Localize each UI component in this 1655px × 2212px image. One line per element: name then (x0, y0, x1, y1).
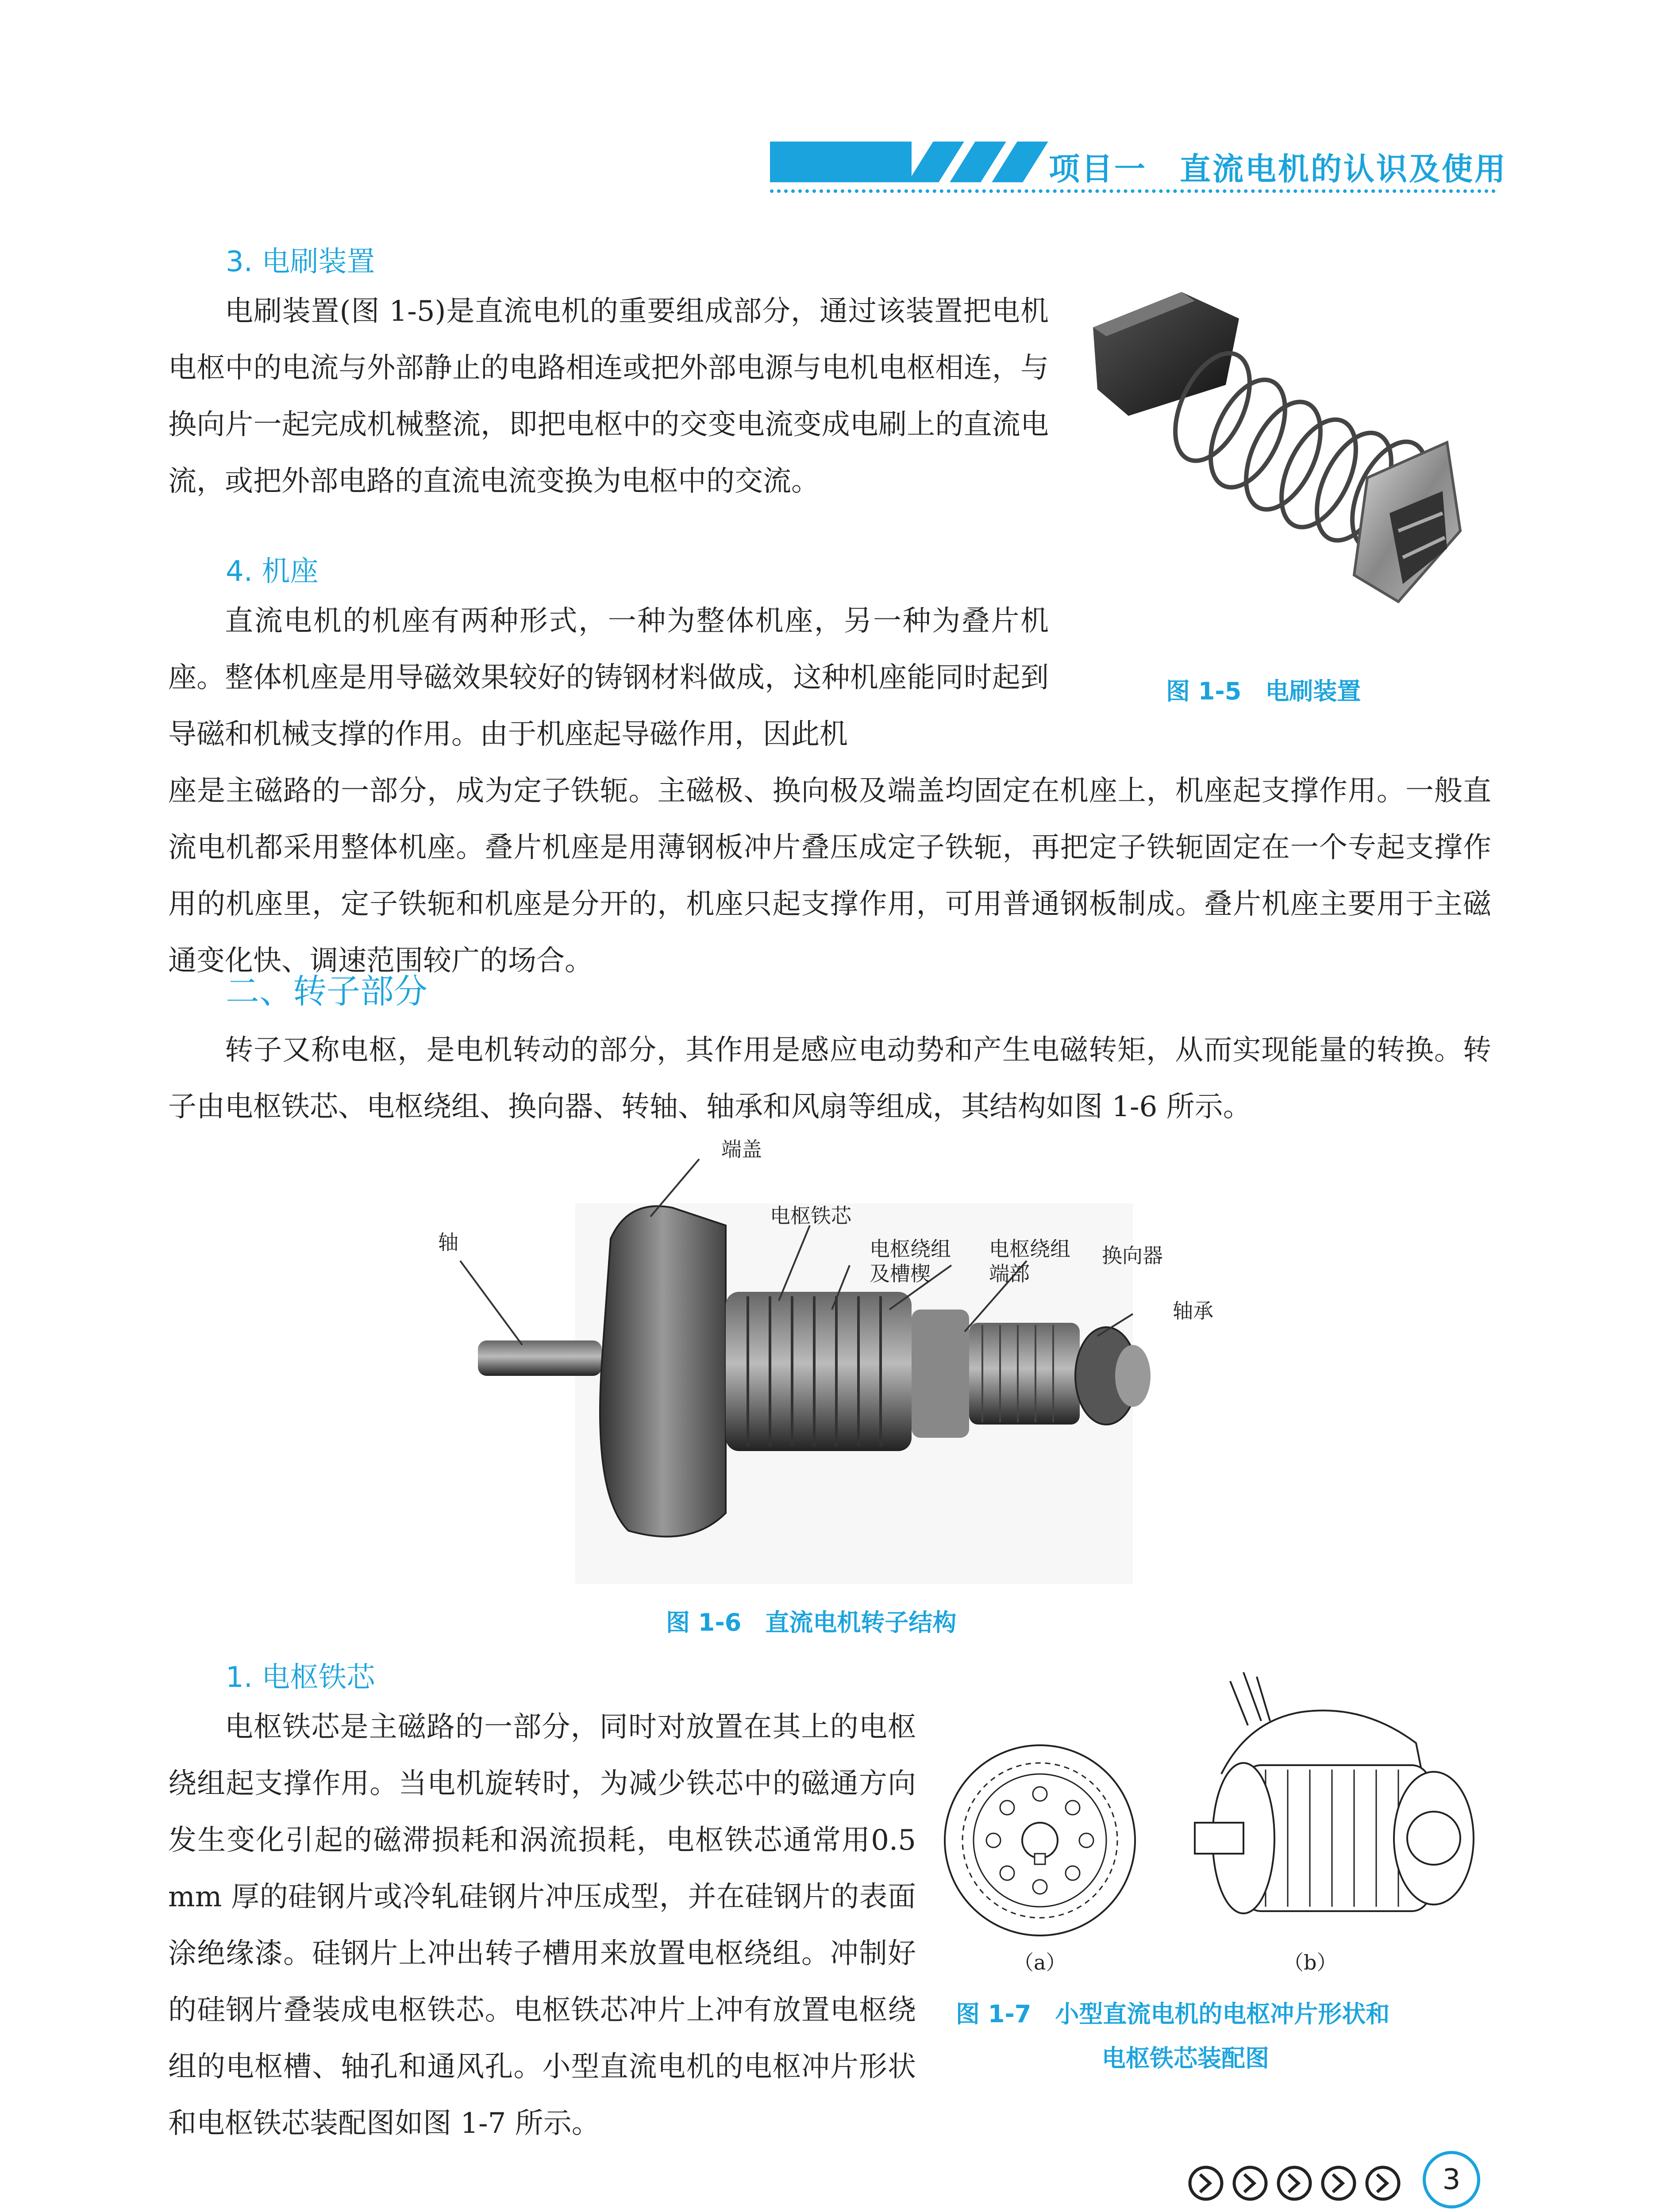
lamination-drawing (945, 1745, 1135, 1936)
heading-core: 1. 电枢铁芯 (226, 1661, 375, 1694)
brush-photo (1080, 283, 1469, 633)
subcaption-b: （b） (1283, 1951, 1337, 1974)
label-bearing: 轴承 (1173, 1299, 1213, 1323)
label-commutator: 换向器 (1102, 1244, 1163, 1267)
label-winding-slot: 电枢绕组 及槽楔 (870, 1237, 951, 1286)
armature-figure (938, 1655, 1496, 1964)
label-armature-core: 电枢铁芯 (770, 1204, 851, 1228)
heading-brush: 3. 电刷装置 (226, 246, 375, 278)
header-divider (770, 189, 1496, 193)
caption-fig-1-6: 图 1-6 直流电机转子结构 (666, 1609, 957, 1636)
label-shaft: 轴 (438, 1230, 458, 1254)
header-bar (770, 142, 912, 182)
armature-assembly-drawing (1195, 1672, 1474, 1913)
caption-fig-1-5: 图 1-5 电刷装置 (1166, 677, 1361, 705)
caption-fig-1-7-line2: 电枢铁芯装配图 (1102, 2044, 1269, 2072)
paragraph-frame-full: 座是主磁路的一部分，成为定子铁轭。主磁极、换向极及端盖均固定在机座上，机座起支撑作用。一般直流电机都采用整体机座。叠片机座是用薄钢板冲片叠压成定子铁轭，再把定子铁轭固定在一个专起支撑作用的机座里，定子铁轭和机座是分开的，机座只起支撑作用，可用普通钢板制成。叠片机座主要用于主磁通变化快、调速范围较广的场合。 (168, 775, 1491, 977)
footer-arrows (1182, 2159, 1412, 2208)
paragraph-frame-wrap: 直流电机的机座有两种形式，一种为整体机座，另一种为叠片机座。整体机座是用导磁效果较好的铸钢材料做成，这种机座能同时起到导磁和机械支撑的作用。由于机座起导磁作用，因此机 (168, 605, 1049, 751)
heading-rotor: 二、转子部分 (226, 972, 427, 1011)
heading-frame: 4. 机座 (226, 555, 319, 588)
page-number: 3 (1423, 2151, 1480, 2208)
label-winding-end: 电枢绕组 端部 (989, 1237, 1070, 1286)
paragraph-brush: 电刷装置(图 1-5)是直流电机的重要组成部分，通过该装置把电机电枢中的电流与外部静止的电路相连或把外部电源与电机电枢相连，与换向片一起完成机械整流，即把电枢中的交变电流变成电刷上的直流电流，或把外部电路的直流电流变换为电枢中的交流。 (168, 295, 1049, 498)
paragraph-core: 电枢铁芯是主磁路的一部分，同时对放置在其上的电枢绕组起支撑作用。当电机旋转时，为减少铁芯中的磁通方向发生变化引起的磁滞损耗和涡流损耗，电枢铁芯通常用0.5 mm 厚的硅钢片或冷轧硅钢片冲压成型，并在硅钢片的表面涂绝缘漆。硅钢片上冲出转子槽用来放置电枢绕组。冲制好的硅钢片叠装成电枢铁芯。电枢铁芯冲片上冲有放置电枢绕组的电枢槽、轴孔和通风孔。小型直流电机的电枢冲片形状和电枢铁芯装配图如图 1-7 所示。 (168, 1711, 916, 2140)
paragraph-rotor: 转子又称电枢，是电机转动的部分，其作用是感应电动势和产生电磁转矩，从而实现能量的转换。转子由电枢铁芯、电枢绕组、换向器、转轴、轴承和风扇等组成，其结构如图 1-6 所示。 (168, 1034, 1491, 1123)
header-title: 项目一 直流电机的认识及使用 (1049, 151, 1507, 187)
rotor-figure (443, 1133, 1212, 1601)
caption-fig-1-7-line1: 图 1-7 小型直流电机的电枢冲片形状和 (956, 2000, 1390, 2028)
label-end-cover: 端盖 (721, 1137, 762, 1161)
subcaption-a: （a） (1013, 1951, 1066, 1974)
